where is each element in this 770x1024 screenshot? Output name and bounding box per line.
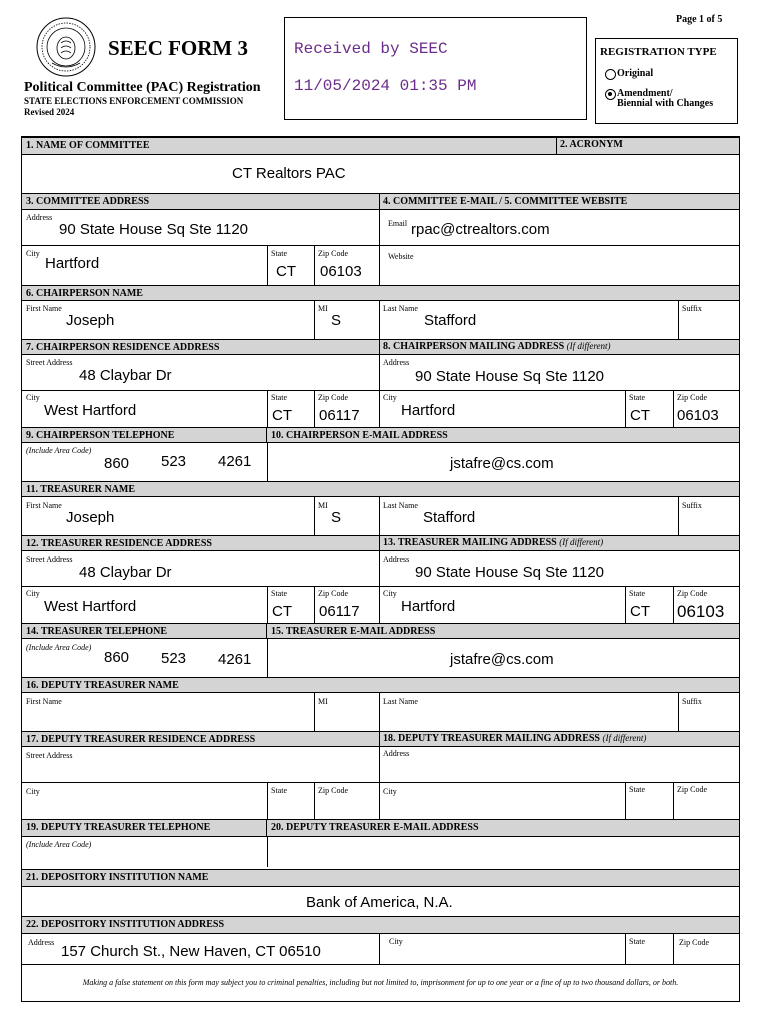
email-label: Email (388, 219, 408, 228)
chair-res-zip-value[interactable]: 06117 (319, 407, 360, 424)
address-label: Address (383, 555, 410, 564)
section-title: 11. TREASURER NAME (26, 484, 135, 495)
treas-res-street-value[interactable]: 48 Claybar Dr (79, 564, 172, 581)
section-deputy-name (22, 677, 739, 693)
state-label: State (629, 393, 645, 402)
depository-name-value[interactable]: Bank of America, N.A. (306, 894, 453, 911)
section-title: 10. CHAIRPERSON E-MAIL ADDRESS (271, 430, 448, 441)
section-depository-name (22, 869, 739, 887)
chair-mail-address-value[interactable]: 90 State House Sq Ste 1120 (415, 368, 605, 385)
section-treasurer-name (22, 481, 739, 497)
last-name-label: Last Name (383, 304, 418, 313)
chair-mail-zip-value[interactable]: 06103 (677, 407, 719, 424)
received-stamp-text: Received by SEEC (294, 40, 448, 58)
suffix-label: Suffix (682, 501, 702, 510)
last-name-label: Last Name (383, 501, 418, 510)
suffix-label: Suffix (682, 304, 702, 313)
section-treas-telephone (22, 623, 267, 639)
committee-state-value[interactable]: CT (276, 263, 296, 280)
state-seal-icon (36, 17, 96, 77)
depository-address-value[interactable]: 157 Church St., New Haven, CT 06510 (61, 943, 321, 960)
treas-phone-line-value[interactable]: 4261 (218, 651, 252, 668)
chair-res-state-value[interactable]: CT (272, 407, 292, 424)
section-title: 9. CHAIRPERSON TELEPHONE (26, 430, 175, 441)
treas-mail-address-value[interactable]: 90 State House Sq Ste 1120 (415, 564, 605, 581)
suffix-label: Suffix (682, 697, 702, 706)
section-deputy-mailing-title: 18. DEPUTY TREASURER MAILING ADDRESS (If different) (383, 733, 647, 744)
street-address-label: Street Address (26, 358, 73, 367)
first-name-label: First Name (26, 304, 62, 313)
committee-zip-value[interactable]: 06103 (320, 263, 362, 280)
treas-phone-area-value[interactable]: 860 (104, 649, 130, 666)
amendment-radio[interactable] (605, 89, 616, 100)
state-label: State (271, 786, 287, 795)
committee-name-value[interactable]: CT Realtors PAC (232, 165, 346, 182)
section-chairperson-name (22, 285, 739, 301)
state-label: State (629, 589, 645, 598)
city-label: City (383, 393, 397, 402)
state-label: State (271, 589, 287, 598)
section-deputy-telephone (22, 819, 267, 837)
zip-label: Zip Code (677, 393, 707, 402)
first-name-label: First Name (26, 697, 62, 706)
treas-first-name-value[interactable]: Joseph (66, 509, 115, 526)
zip-label: Zip Code (679, 938, 709, 947)
area-code-label: (Include Area Code) (26, 446, 92, 455)
zip-label: Zip Code (318, 589, 348, 598)
section-title: 7. CHAIRPERSON RESIDENCE ADDRESS (26, 342, 220, 353)
section-title: 3. COMMITTEE ADDRESS (26, 196, 150, 207)
treas-phone-prefix-value[interactable]: 523 (161, 650, 187, 667)
treas-mi-value[interactable]: S (331, 509, 342, 526)
zip-label: Zip Code (677, 589, 707, 598)
city-label: City (389, 937, 403, 946)
mi-label: MI (318, 304, 328, 313)
section-title: 15. TREASURER E-MAIL ADDRESS (271, 626, 436, 637)
penalty-notice: Making a false statement on this form may subject you to criminal penalties, including but not limited to, imprisonment for up to one year or a fine of up to two thousand dollars, or both. (82, 978, 679, 987)
last-name-label: Last Name (383, 697, 418, 706)
treas-email-value[interactable]: jstafre@cs.com (450, 651, 554, 668)
treas-mail-state-value[interactable]: CT (630, 603, 650, 620)
chair-email-value[interactable]: jstafre@cs.com (450, 455, 554, 472)
chair-res-street-value[interactable]: 48 Claybar Dr (79, 367, 172, 384)
zip-label: Zip Code (318, 786, 348, 795)
treas-mail-city-value[interactable]: Hartford (401, 598, 456, 615)
mi-label: MI (318, 697, 328, 706)
received-stamp-datetime: 11/05/2024 01:35 PM (294, 77, 477, 95)
chair-phone-prefix-value[interactable]: 523 (161, 453, 187, 470)
agency-name: STATE ELECTIONS ENFORCEMENT COMMISSION (24, 96, 244, 106)
area-code-label: (Include Area Code) (26, 840, 92, 849)
section-chair-email (267, 427, 739, 443)
section-title: 19. DEPUTY TREASURER TELEPHONE (26, 822, 211, 833)
area-code-label: (Include Area Code) (26, 643, 92, 652)
city-label: City (26, 787, 40, 796)
section-title: 21. DEPOSITORY INSTITUTION NAME (26, 872, 209, 883)
state-label: State (629, 937, 645, 946)
revised-date: Revised 2024 (24, 107, 75, 117)
committee-address-value[interactable]: 90 State House Sq Ste 1120 (59, 221, 249, 238)
first-name-label: First Name (26, 501, 62, 510)
treas-res-state-value[interactable]: CT (272, 603, 292, 620)
section-treas-mailing-title: 13. TREASURER MAILING ADDRESS (If different) (383, 537, 604, 548)
section-title: 20. DEPUTY TREASURER E-MAIL ADDRESS (271, 822, 479, 833)
section-title: 14. TREASURER TELEPHONE (26, 626, 168, 637)
original-radio[interactable] (605, 69, 616, 80)
section-title: 12. TREASURER RESIDENCE ADDRESS (26, 538, 212, 549)
street-address-label: Street Address (26, 555, 73, 564)
treas-mail-zip-value[interactable]: 06103 (677, 602, 725, 621)
registration-form (21, 136, 740, 1002)
chair-last-name-value[interactable]: Stafford (424, 312, 477, 329)
city-label: City (26, 249, 40, 258)
section-title: 6. CHAIRPERSON NAME (26, 288, 143, 299)
treas-res-city-value[interactable]: West Hartford (44, 598, 137, 615)
original-label: Original (617, 68, 654, 79)
zip-label: Zip Code (677, 785, 707, 794)
section-depository-address (22, 916, 739, 934)
chair-first-name-value[interactable]: Joseph (66, 312, 115, 329)
address-label: Address (26, 213, 53, 222)
received-stamp-box (284, 17, 587, 120)
chair-res-city-value[interactable]: West Hartford (44, 402, 137, 419)
street-address-label: Street Address (26, 751, 73, 760)
form-title: SEEC FORM 3 (108, 36, 249, 60)
registration-type-title: REGISTRATION TYPE (600, 46, 717, 58)
city-label: City (383, 787, 397, 796)
amendment-label: Amendment/ (617, 88, 673, 99)
section-chair-mailing-title: 8. CHAIRPERSON MAILING ADDRESS (If different) (383, 341, 611, 352)
chair-mi-value[interactable]: S (331, 312, 342, 329)
section-acronym-title: 2. ACRONYM (560, 139, 623, 150)
section-title: 16. DEPUTY TREASURER NAME (26, 680, 179, 691)
section-treas-residence (22, 535, 739, 551)
city-label: City (26, 393, 40, 402)
chair-phone-area-value[interactable]: 860 (104, 455, 130, 472)
city-label: City (26, 589, 40, 598)
section-title: 17. DEPUTY TREASURER RESIDENCE ADDRESS (26, 734, 256, 745)
section-deputy-email (267, 819, 739, 837)
section-title: 1. NAME OF COMMITTEE (26, 140, 150, 151)
treas-last-name-value[interactable]: Stafford (423, 509, 476, 526)
zip-label: Zip Code (318, 249, 348, 258)
page-number: Page 1 of 5 (676, 14, 723, 25)
committee-email-value[interactable]: rpac@ctrealtors.com (411, 221, 550, 238)
section-email-website-title: 4. COMMITTEE E-MAIL / 5. COMMITTEE WEBSITE (383, 196, 628, 207)
section-committee-name (22, 137, 739, 155)
address-label: Address (383, 749, 410, 758)
state-label: State (629, 785, 645, 794)
committee-city-value[interactable]: Hartford (45, 255, 100, 272)
state-label: State (271, 393, 287, 402)
chair-mail-state-value[interactable]: CT (630, 407, 650, 424)
section-chair-telephone (22, 427, 267, 443)
section-committee-address (22, 193, 739, 210)
section-treas-email (267, 623, 739, 639)
address-label: Address (28, 938, 55, 947)
treas-res-zip-value[interactable]: 06117 (319, 603, 360, 620)
address-label: Address (383, 358, 410, 367)
mi-label: MI (318, 501, 328, 510)
chair-mail-city-value[interactable]: Hartford (401, 402, 456, 419)
section-chair-residence (22, 339, 739, 355)
city-label: City (383, 589, 397, 598)
chair-phone-line-value[interactable]: 4261 (218, 453, 252, 470)
section-title: 22. DEPOSITORY INSTITUTION ADDRESS (26, 919, 225, 930)
biennial-label: Biennial with Changes (617, 98, 714, 109)
website-label: Website (388, 252, 414, 261)
state-label: State (271, 249, 287, 258)
form-subtitle: Political Committee (PAC) Registration (24, 80, 261, 95)
zip-label: Zip Code (318, 393, 348, 402)
